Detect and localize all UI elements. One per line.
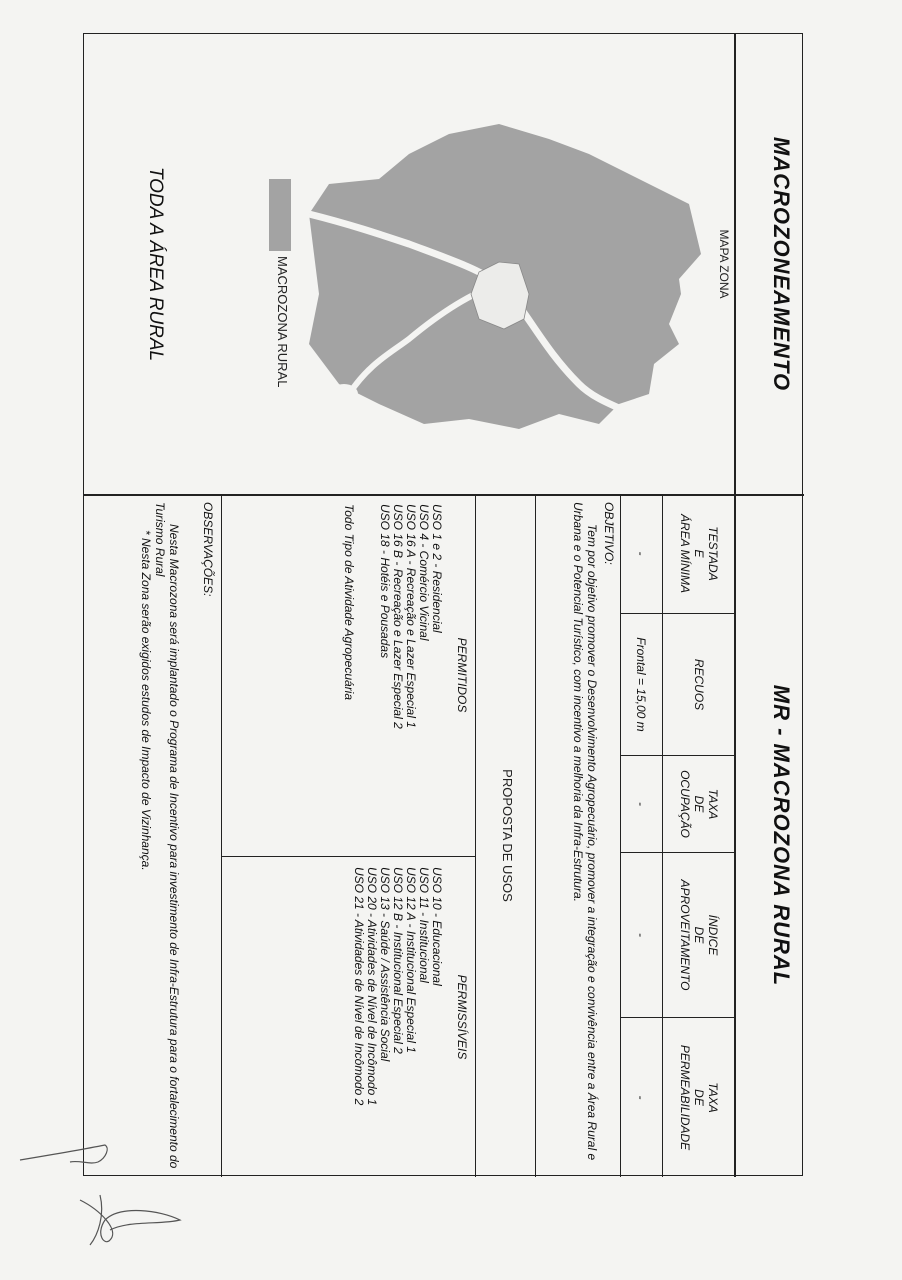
permitidos-heading: PERMITIDOS xyxy=(455,637,469,713)
value-recuos: Frontal = 15,00 m xyxy=(621,614,662,756)
value-testada: - xyxy=(621,494,662,614)
permitidos-list xyxy=(378,504,443,846)
permissiveis-column xyxy=(221,857,475,1177)
area-caption: TODA A ÁREA RURAL xyxy=(145,166,166,362)
objetivo-section xyxy=(536,494,621,1177)
observacoes-label: OBSERVAÇÕES: xyxy=(201,502,215,597)
zone-map xyxy=(299,94,709,434)
legend-swatch xyxy=(269,179,291,251)
signature xyxy=(10,1140,210,1250)
list-item: USO 10 - Educacional xyxy=(430,867,444,986)
objetivo-label: OBJETIVO: xyxy=(602,502,616,565)
value-indice-aproveitamento: - xyxy=(621,853,662,1018)
zone-title: MR - MACROZONA RURAL xyxy=(769,684,794,987)
usos-section xyxy=(222,494,476,1177)
parameters-header xyxy=(663,494,735,1177)
observacoes-text: Nesta Macrozona será implantado o Programa de Incentivo para investimento de Infra-Estrutura para o fortalecimento do Turismo Rural xyxy=(153,502,181,1169)
header-taxa-permeabilidade: TAXA DE PERMEABILIDADE xyxy=(678,1044,720,1151)
permitidos-extra: Todo Tipo de Atividade Agropecuária xyxy=(342,504,356,701)
permissiveis-heading: PERMISSÍVEIS xyxy=(455,974,469,1060)
list-item: USO 16 B - Recreação e Lazer Especial 2 xyxy=(391,504,405,729)
header-taxa-ocupacao: TAXA DE OCUPAÇÃO xyxy=(663,756,735,853)
observacoes-section xyxy=(84,494,222,1177)
list-item: USO 20 - Atividades de Nível de Incômodo 1 xyxy=(365,867,379,1106)
list-item: USO 12 A - Institucional Especial 1 xyxy=(404,867,418,1053)
objetivo-text: Tem por objetivo promover o Desenvolvimento Agropecuário, promover a integração e convivência entre a Área Rural e Urbana e o Potencial Turístico, com incentivo a melhoria da Infra-Estrutura. xyxy=(571,502,599,1161)
legend-label: MACROZONA RURAL xyxy=(275,256,290,388)
lake xyxy=(330,384,358,404)
header-testada: TESTADA E ÁREA MÍNIMA xyxy=(663,494,735,614)
rotated-sheet xyxy=(84,34,804,1177)
header-indice-aproveitamento: ÍNDICE DE APROVEITAMENTO xyxy=(663,853,735,1018)
list-item: USO 21 - Atividades de Nível de Incômodo 2 xyxy=(352,867,366,1106)
permitidos-column xyxy=(221,494,475,857)
macrozoneamento-title: MACROZONEAMENTO xyxy=(769,136,794,392)
list-item: USO 13 - Saúde / Assistência Social xyxy=(378,867,392,1062)
list-item: USO 11 - Institucional xyxy=(417,867,431,983)
map-heading: MAPA ZONA xyxy=(717,229,731,299)
proposta-heading: PROPOSTA DE USOS xyxy=(476,494,536,1177)
header-recuos: RECUOS xyxy=(663,614,735,756)
value-taxa-ocupacao: - xyxy=(621,756,662,853)
permissiveis-list xyxy=(352,867,443,1167)
list-item: USO 4 - Comércio Vicinal xyxy=(417,504,431,641)
document-frame xyxy=(83,33,803,1176)
observacoes-note: * Nesta Zona serão exigidos estudos de Impacto de Vizinhança. xyxy=(139,530,153,871)
urban-area xyxy=(471,262,529,329)
list-item: USO 18 - Hotéis e Pousadas xyxy=(378,504,392,659)
parameters-values xyxy=(621,494,663,1177)
list-item: USO 16 A - Recreação e Lazer Especial 1 xyxy=(404,504,418,728)
list-item: USO 1 e 2 - Residencial xyxy=(430,504,444,633)
value-taxa-permeabilidade: - xyxy=(634,1095,649,1100)
list-item: USO 12 B - Institucional Especial 2 xyxy=(391,867,405,1054)
